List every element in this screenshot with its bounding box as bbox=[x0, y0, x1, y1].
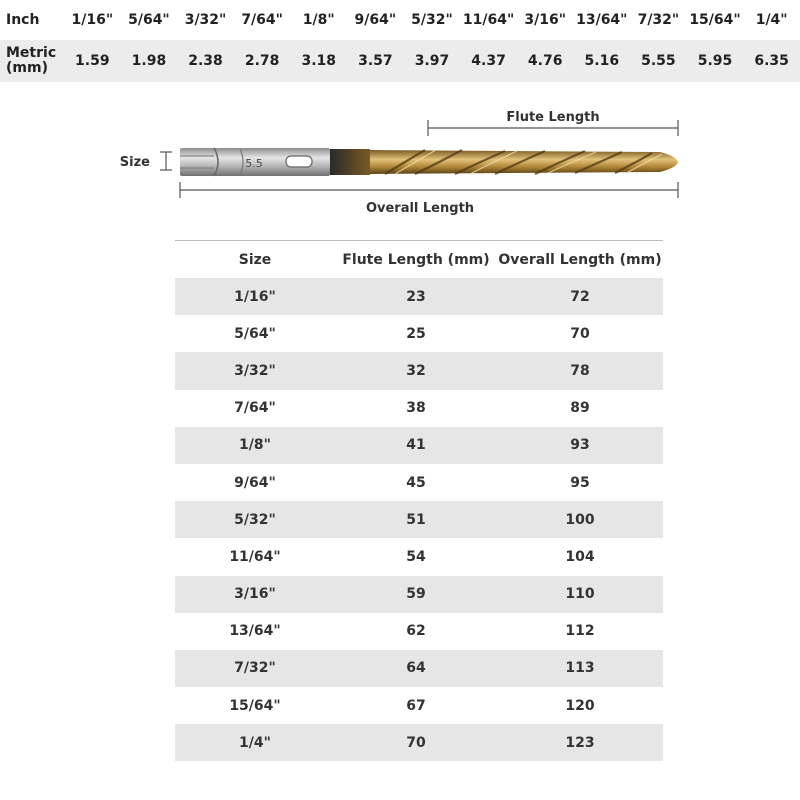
metric-cell: 1.59 bbox=[64, 40, 121, 82]
size-cell: 15/64" bbox=[175, 687, 335, 724]
metric-cell: 3.97 bbox=[404, 40, 461, 82]
drill-size-table bbox=[175, 240, 663, 761]
header-size: Size bbox=[175, 241, 335, 279]
header-overall-length: Overall Length (mm) bbox=[497, 241, 663, 279]
size-cell: 9/64" bbox=[175, 464, 335, 501]
inch-cell: 5/64" bbox=[121, 0, 178, 40]
flute-length-cell: 51 bbox=[335, 501, 497, 538]
inch-cell: 1/4" bbox=[743, 0, 800, 40]
table-row bbox=[175, 464, 663, 501]
table-row bbox=[175, 315, 663, 352]
metric-cell: 3.57 bbox=[347, 40, 404, 82]
metric-cell: 6.35 bbox=[743, 40, 800, 82]
table-row bbox=[175, 724, 663, 761]
flute-length-cell: 62 bbox=[335, 613, 497, 650]
size-cell: 1/4" bbox=[175, 724, 335, 761]
inch-label: Inch bbox=[0, 0, 64, 40]
inch-row bbox=[0, 0, 800, 40]
overall-length-cell: 89 bbox=[497, 390, 663, 427]
size-cell: 5/64" bbox=[175, 315, 335, 352]
table-row bbox=[175, 687, 663, 724]
metric-cell: 1.98 bbox=[121, 40, 178, 82]
size-cell: 3/16" bbox=[175, 576, 335, 613]
flute-length-cell: 41 bbox=[335, 427, 497, 464]
shank-groove bbox=[286, 156, 312, 167]
flute-length-cell: 23 bbox=[335, 278, 497, 315]
inch-cell: 9/64" bbox=[347, 0, 404, 40]
flute-length-label: Flute Length bbox=[506, 110, 600, 125]
table-row bbox=[175, 390, 663, 427]
header-flute-length: Flute Length (mm) bbox=[335, 241, 497, 279]
size-cell: 11/64" bbox=[175, 538, 335, 575]
flute-length-cell: 59 bbox=[335, 576, 497, 613]
flute-length-cell: 54 bbox=[335, 538, 497, 575]
overall-length-cell: 110 bbox=[497, 576, 663, 613]
size-cell: 1/8" bbox=[175, 427, 335, 464]
metric-cell: 2.78 bbox=[234, 40, 291, 82]
size-cell: 3/32" bbox=[175, 352, 335, 389]
metric-row bbox=[0, 40, 800, 82]
metric-cell: 3.18 bbox=[290, 40, 347, 82]
overall-length-cell: 70 bbox=[497, 315, 663, 352]
metric-cell: 5.16 bbox=[573, 40, 630, 82]
inch-cell: 7/64" bbox=[234, 0, 291, 40]
metric-cell: 4.37 bbox=[460, 40, 517, 82]
inch-metric-conversion-table bbox=[0, 0, 800, 82]
table-row bbox=[175, 427, 663, 464]
overall-length-cell: 100 bbox=[497, 501, 663, 538]
overall-length-cell: 104 bbox=[497, 538, 663, 575]
inch-cell: 11/64" bbox=[460, 0, 517, 40]
metric-cell: 5.55 bbox=[630, 40, 687, 82]
inch-cell: 13/64" bbox=[573, 0, 630, 40]
transition-band bbox=[330, 149, 370, 175]
flute-length-dimension bbox=[428, 110, 678, 136]
inch-cell: 1/8" bbox=[290, 0, 347, 40]
table-header-row bbox=[175, 241, 663, 279]
overall-length-label: Overall Length bbox=[365, 201, 475, 216]
metric-cell: 4.76 bbox=[517, 40, 574, 82]
flute-length-cell: 45 bbox=[335, 464, 497, 501]
table-row bbox=[175, 650, 663, 687]
metric-cell: 5.95 bbox=[687, 40, 744, 82]
table-row bbox=[175, 613, 663, 650]
shank-marking: 5.5 bbox=[245, 157, 263, 170]
metric-label bbox=[0, 40, 64, 82]
overall-length-cell: 78 bbox=[497, 352, 663, 389]
table-row bbox=[175, 352, 663, 389]
size-dimension bbox=[120, 152, 172, 170]
overall-length-dimension bbox=[180, 182, 678, 216]
inch-cell: 3/32" bbox=[177, 0, 234, 40]
inch-cell: 3/16" bbox=[517, 0, 574, 40]
overall-length-cell: 72 bbox=[497, 278, 663, 315]
overall-length-cell: 112 bbox=[497, 613, 663, 650]
overall-length-cell: 113 bbox=[497, 650, 663, 687]
flute-length-cell: 32 bbox=[335, 352, 497, 389]
metric-label-line2: (mm) bbox=[6, 60, 48, 76]
flute-length-cell: 64 bbox=[335, 650, 497, 687]
overall-length-cell: 93 bbox=[497, 427, 663, 464]
size-cell: 1/16" bbox=[175, 278, 335, 315]
inch-cell: 7/32" bbox=[630, 0, 687, 40]
table-row bbox=[175, 576, 663, 613]
inch-cell: 15/64" bbox=[687, 0, 744, 40]
size-label: Size bbox=[119, 155, 150, 170]
metric-cell: 2.38 bbox=[177, 40, 234, 82]
overall-length-cell: 95 bbox=[497, 464, 663, 501]
inch-cell: 5/32" bbox=[404, 0, 461, 40]
drill-bit-diagram bbox=[0, 100, 800, 230]
size-cell: 7/64" bbox=[175, 390, 335, 427]
table-row bbox=[175, 538, 663, 575]
size-cell: 13/64" bbox=[175, 613, 335, 650]
flute-length-cell: 67 bbox=[335, 687, 497, 724]
inch-cell: 1/16" bbox=[64, 0, 121, 40]
size-cell: 7/32" bbox=[175, 650, 335, 687]
table-row bbox=[175, 278, 663, 315]
size-cell: 5/32" bbox=[175, 501, 335, 538]
overall-length-cell: 123 bbox=[497, 724, 663, 761]
flute-length-cell: 70 bbox=[335, 724, 497, 761]
overall-length-cell: 120 bbox=[497, 687, 663, 724]
metric-label-line1: Metric bbox=[6, 45, 57, 61]
drill-bit bbox=[180, 148, 678, 176]
flute-length-cell: 25 bbox=[335, 315, 497, 352]
flute-length-cell: 38 bbox=[335, 390, 497, 427]
table-row bbox=[175, 501, 663, 538]
